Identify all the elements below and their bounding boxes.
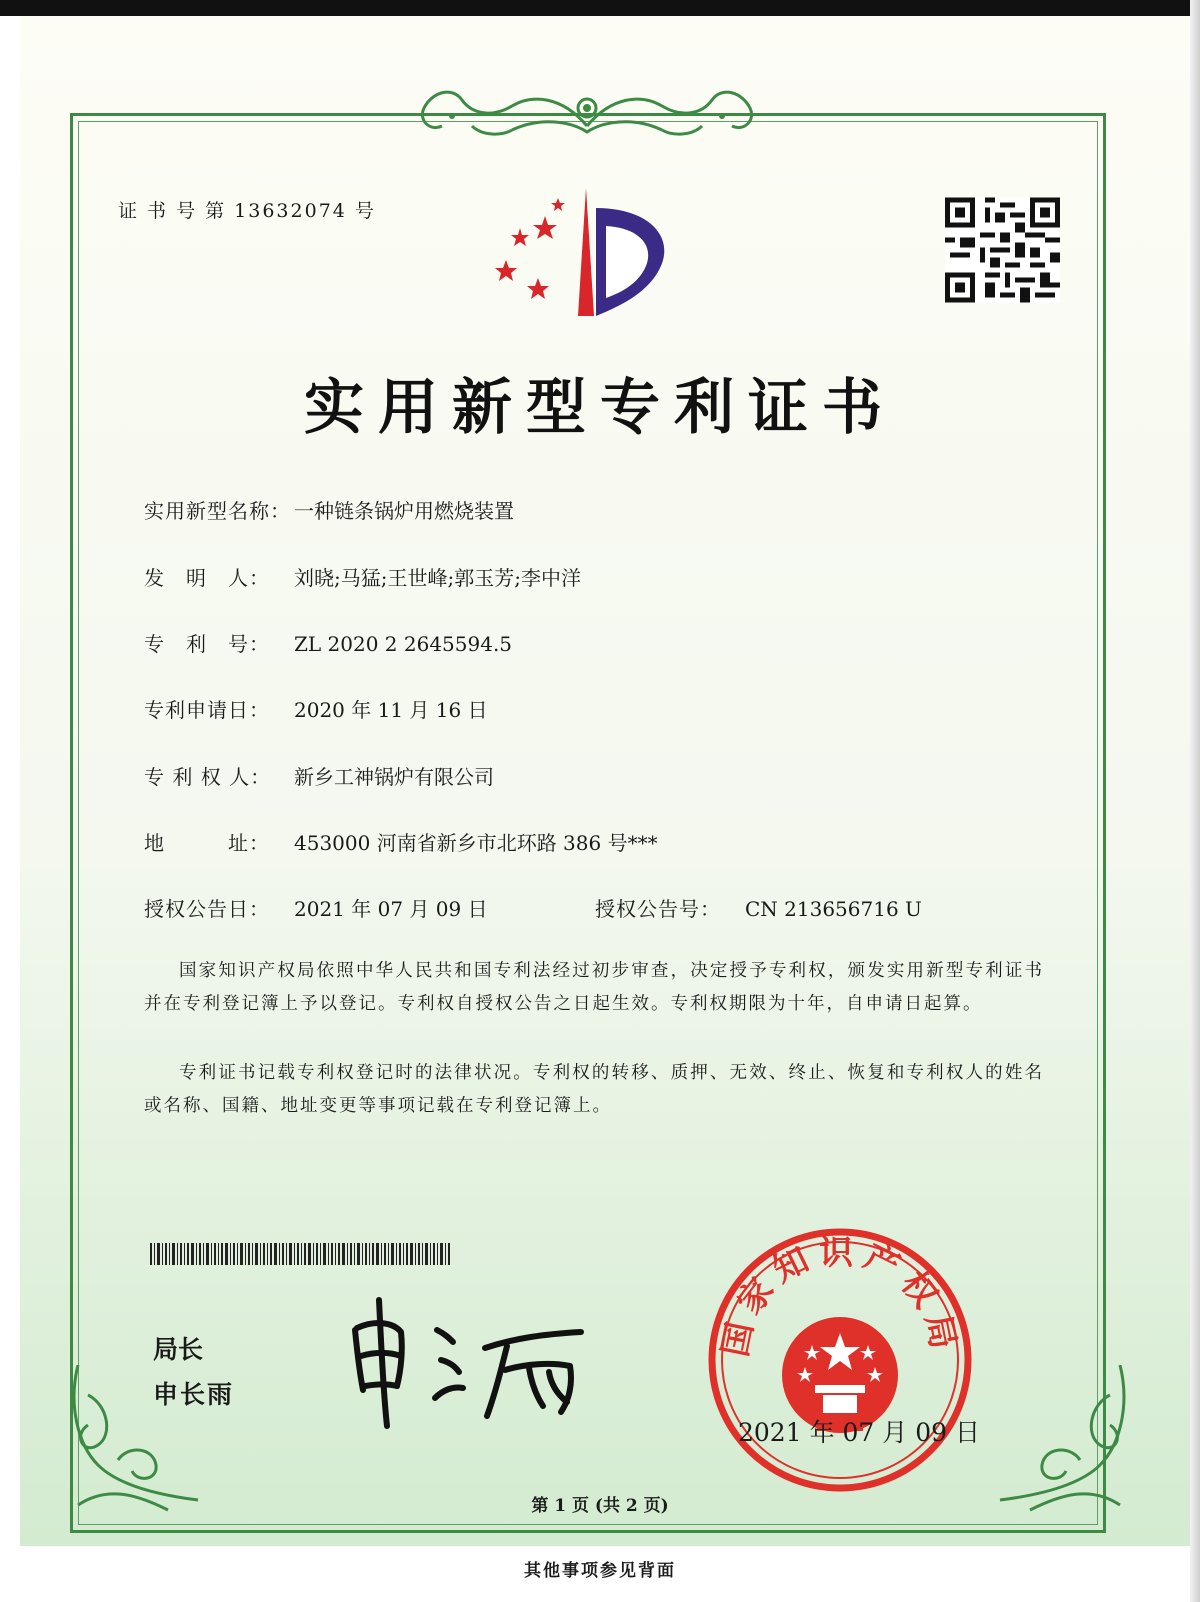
scan-top-edge bbox=[0, 0, 1200, 16]
field-label: 专 利 号： bbox=[144, 632, 270, 656]
field-label: 授权公告日： bbox=[144, 897, 270, 921]
field-value: 2021 年 07 月 09 日 bbox=[294, 897, 488, 921]
field-label: 专 利 权 人： bbox=[144, 765, 272, 789]
field-grant-date bbox=[144, 893, 488, 922]
qr-code-icon bbox=[945, 196, 1060, 304]
back-side-note: 其他事项参见背面 bbox=[524, 1561, 676, 1581]
field-value: 新乡工神锅炉有限公司 bbox=[294, 765, 494, 789]
page-number: 第 1 页 (共 2 页) bbox=[531, 1496, 669, 1516]
scan-right-edge bbox=[1190, 0, 1200, 1602]
certificate-number: 证 书 号 第 13632074 号 bbox=[118, 200, 376, 222]
field-label: 授权公告号： bbox=[595, 897, 721, 921]
seal-text: 国家知识产权局 bbox=[715, 1232, 965, 1361]
field-value: ZL 2020 2 2645594.5 bbox=[294, 632, 513, 656]
field-grant-number bbox=[595, 893, 922, 922]
field-value: 453000 河南省新乡市北环路 386 号*** bbox=[294, 831, 658, 855]
director-signature-icon bbox=[345, 1290, 595, 1430]
field-patentee bbox=[144, 761, 494, 790]
field-label: 专利申请日： bbox=[144, 698, 270, 722]
official-seal-icon bbox=[705, 1225, 980, 1495]
certificate-title: 实用新型专利证书 bbox=[304, 373, 896, 443]
field-label: 地 址： bbox=[144, 831, 270, 855]
field-value: 一种链条锅炉用燃烧装置 bbox=[294, 499, 514, 523]
field-value: 刘晓;马猛;王世峰;郭玉芳;李中洋 bbox=[294, 566, 581, 590]
director-title: 局长 bbox=[153, 1335, 204, 1364]
field-value: CN 213656716 U bbox=[745, 897, 922, 921]
field-application-date bbox=[144, 694, 488, 723]
seal-date: 2021 年 07 月 09 日 bbox=[738, 1418, 980, 1447]
field-address bbox=[144, 827, 658, 856]
field-label: 实用新型名称： bbox=[144, 499, 291, 523]
statement-paragraph-2: 专利证书记载专利权登记时的法律状况。专利权的转移、质押、无效、终止、恢复和专利权人的姓名或名称、国籍、地址变更等事项记载在专利登记簿上。 bbox=[144, 1063, 1044, 1116]
field-label: 发 明 人： bbox=[144, 566, 270, 590]
field-patent-number bbox=[144, 628, 512, 657]
barcode-icon bbox=[150, 1243, 450, 1265]
director-name: 申长雨 bbox=[153, 1380, 235, 1409]
field-utility-model-name bbox=[144, 495, 514, 524]
field-inventor bbox=[144, 562, 581, 591]
top-ornament-icon bbox=[412, 86, 762, 142]
cnipa-logo-icon bbox=[490, 188, 680, 318]
statement-paragraph-1: 国家知识产权局依照中华人民共和国专利法经过初步审查，决定授予专利权，颁发实用新型专利证书并在专利登记簿上予以登记。专利权自授权公告之日起生效。专利权期限为十年，自申请日起算。 bbox=[144, 961, 1044, 1014]
field-value: 2020 年 11 月 16 日 bbox=[294, 698, 488, 722]
